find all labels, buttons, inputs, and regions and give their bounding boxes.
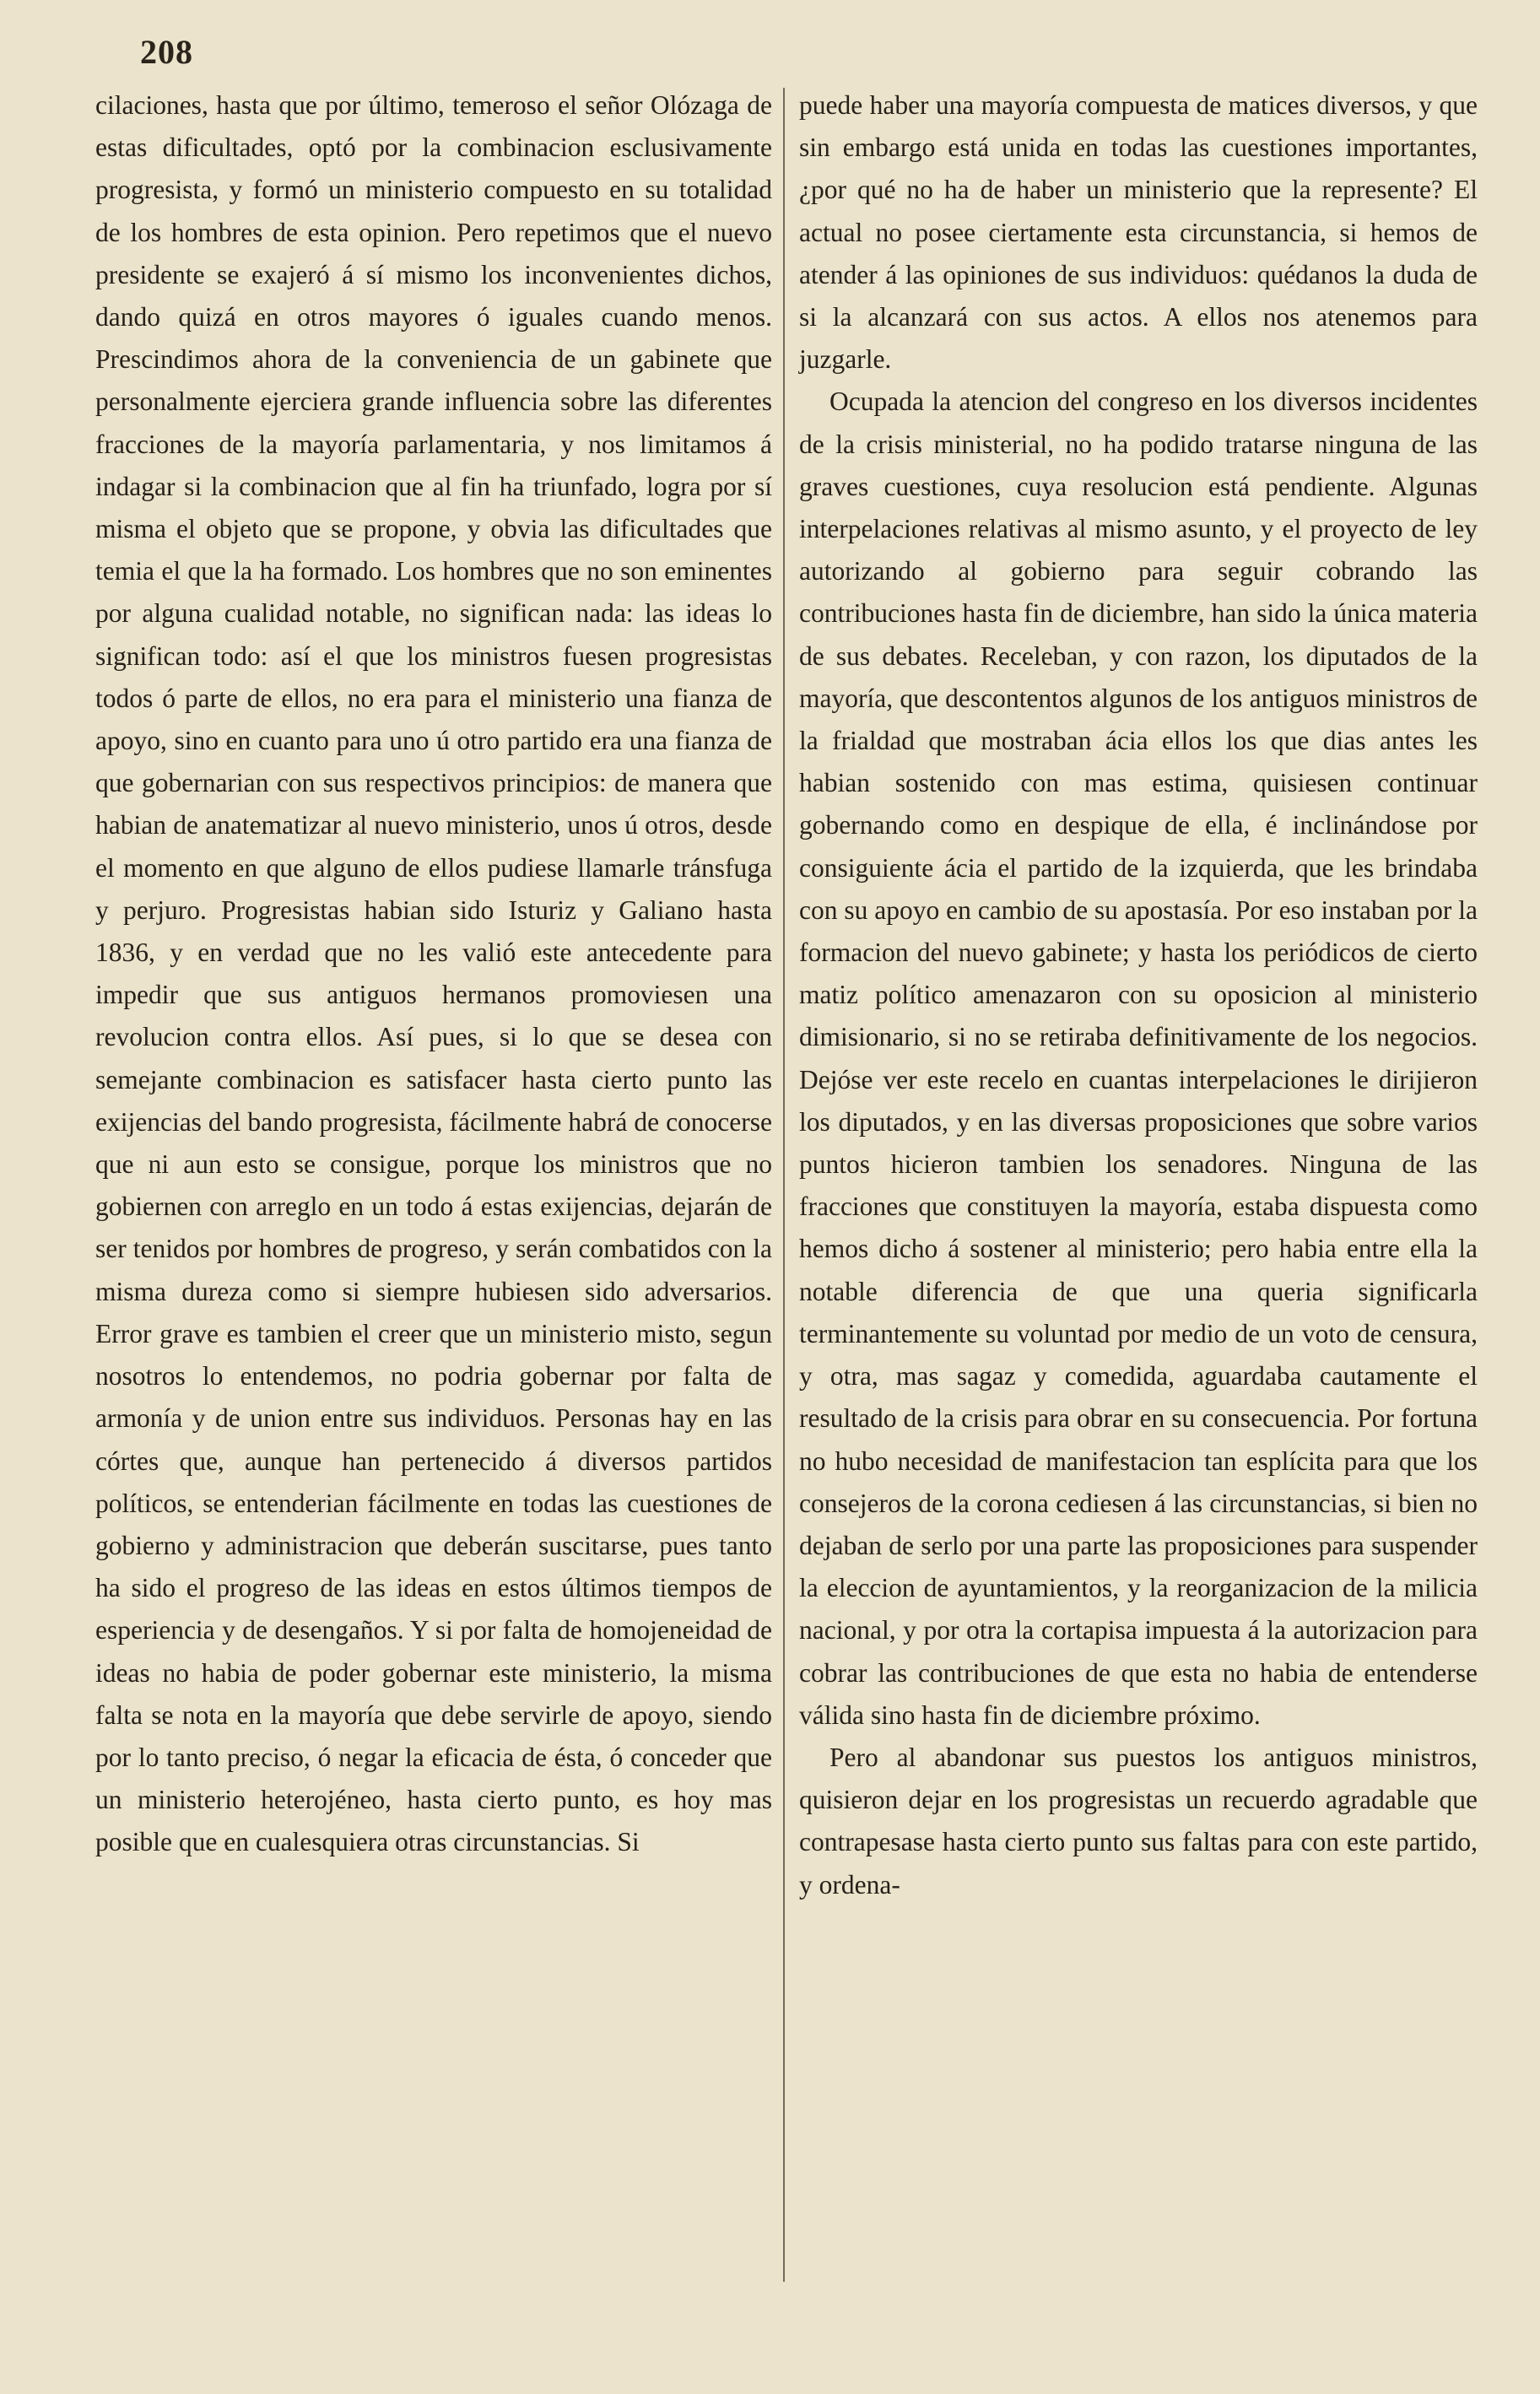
column-divider xyxy=(783,88,785,2282)
left-paragraph-1: cilaciones, hasta que por último, temeroso el señor Olózaga de estas dificultades, optó por la combinacion esclusivamente progresista, y formó un ministerio compuesto en su totalidad de los hombres de esta opinion. Pero repetimos que el nuevo presidente se exajeró á sí mismo los inconvenientes dichos, dando quizá en otros mayores ó iguales cuando menos. Prescindimos ahora de la conveniencia de un gabinete que personalmente ejerciera grande influencia sobre las diferentes fracciones de la mayoría parlamentaria, y nos limitamos á indagar si la combinacion que al fin ha triunfado, logra por sí misma el objeto que se propone, y obvia las dificultades que temia el que la ha formado. Los hombres que no son eminentes por alguna cualidad notable, no significan nada: las ideas lo significan todo: así el que los ministros fuesen progresistas todos ó parte de ellos, no era para el ministerio una fianza de apoyo, sino en cuanto para uno ú otro partido era una fianza de que gobernarian con sus respectivos principios: de manera que habian de anatematizar al nuevo ministerio, unos ú otros, desde el momento en que alguno de ellos pudiese llamarle tránsfuga y perjuro. Progresistas habian sido Isturiz y Galiano hasta 1836, y en verdad que no les valió este antecedente para impedir que sus antiguos hermanos promoviesen una revolucion contra ellos. Así pues, si lo que se desea con semejante combinacion es satisfacer hasta cierto punto las exijencias del bando progresista, fácilmente habrá de conocerse que ni aun esto se consigue, porque los ministros que no gobiernen con arreglo en un todo á estas exijencias, dejarán de ser tenidos por hombres de progreso, y serán combatidos con la misma dureza como si siempre hubiesen sido adversarios. Error grave es tambien el creer que un ministerio misto, segun nosotros lo entendemos, no podria gobernar por falta de armonía y de union entre sus individuos. Personas hay en las córtes que, aunque han pertenecido á diversos partidos políticos, se entenderian fácilmente en todas las cuestiones de gobierno y administracion que deberán suscitarse, pues tanto ha sido el progreso de las ideas en estos últimos tiempos de esperiencia y de desengaños. Y si por falta de homojeneidad de ideas no habia de poder gobernar este ministerio, la misma falta se nota en la mayoría que debe servirle de apoyo, siendo por lo tanto preciso, ó negar la eficacia de ésta, ó conceder que un ministerio heterojéneo, hasta cierto punto, es hoy mas posible que en cualesquiera otras circunstancias. Si xyxy=(95,90,772,1857)
left-column xyxy=(95,84,772,1864)
right-column xyxy=(799,84,1478,1906)
right-paragraph-2: Ocupada la atencion del congreso en los diversos incidentes de la crisis ministerial, no ha podido tratarse ninguna de las graves cuestiones, cuya resolucion está pendiente. Algunas interpelaciones relativas al mismo asunto, y el proyecto de ley autorizando al gobierno para seguir cobrando las contribuciones hasta fin de diciembre, han sido la única materia de sus debates. Receleban, y con razon, los diputados de la mayoría, que descontentos algunos de los antiguos ministros de la frialdad que mostraban ácia ellos los que dias antes les habian sostenido con mas estima, quisiesen continuar gobernando como en despique de ella, é inclinándose por consiguiente ácia el partido de la izquierda, que les brindaba con su apoyo en cambio de su apostasía. Por eso instaban por la formacion del nuevo gabinete; y hasta los periódicos de cierto matiz político amenazaron con su oposicion al ministerio dimisionario, si no se retiraba definitivamente de los negocios. Dejóse ver este recelo en cuantas interpelaciones le dirijieron los diputados, y en las diversas proposiciones que sobre varios puntos hicieron tambien los senadores. Ninguna de las fracciones que constituyen la mayoría, estaba dispuesta como hemos dicho á sostener al ministerio; pero habia entre ella la notable diferencia de que una queria significarla terminantemente su voluntad por medio de un voto de censura, y otra, mas sagaz y comedida, aguardaba cautamente el resultado de la crisis para obrar en su consecuencia. Por fortuna no hubo necesidad de manifestacion tan esplícita para que los consejeros de la corona cediesen á las circunstancias, si bien no dejaban de serlo por una parte las proposiciones para suspender la eleccion de ayuntamientos, y la reorganizacion de la milicia nacional, y por otra la cortapisa impuesta á la autorizacion para cobrar las contribuciones de que esta no habia de entenderse válida sino hasta fin de diciembre próximo. xyxy=(799,386,1478,1730)
page-number: 208 xyxy=(140,33,193,71)
right-paragraph-1: puede haber una mayoría compuesta de matices diversos, y que sin embargo está unida en todas las cuestiones importantes, ¿por qué no ha de haber un ministerio que la represente? El actual no posee ciertamente esta circunstancia, si hemos de atender á las opiniones de sus individuos: quédanos la duda de si la alcanzará con sus actos. A ellos nos atenemos para juzgarle. xyxy=(799,90,1478,375)
right-paragraph-3: Pero al abandonar sus puestos los antiguos ministros, quisieron dejar en los progresistas un recuerdo agradable que contrapesase hasta cierto punto sus faltas para con este partido, y ordena- xyxy=(799,1742,1478,1900)
